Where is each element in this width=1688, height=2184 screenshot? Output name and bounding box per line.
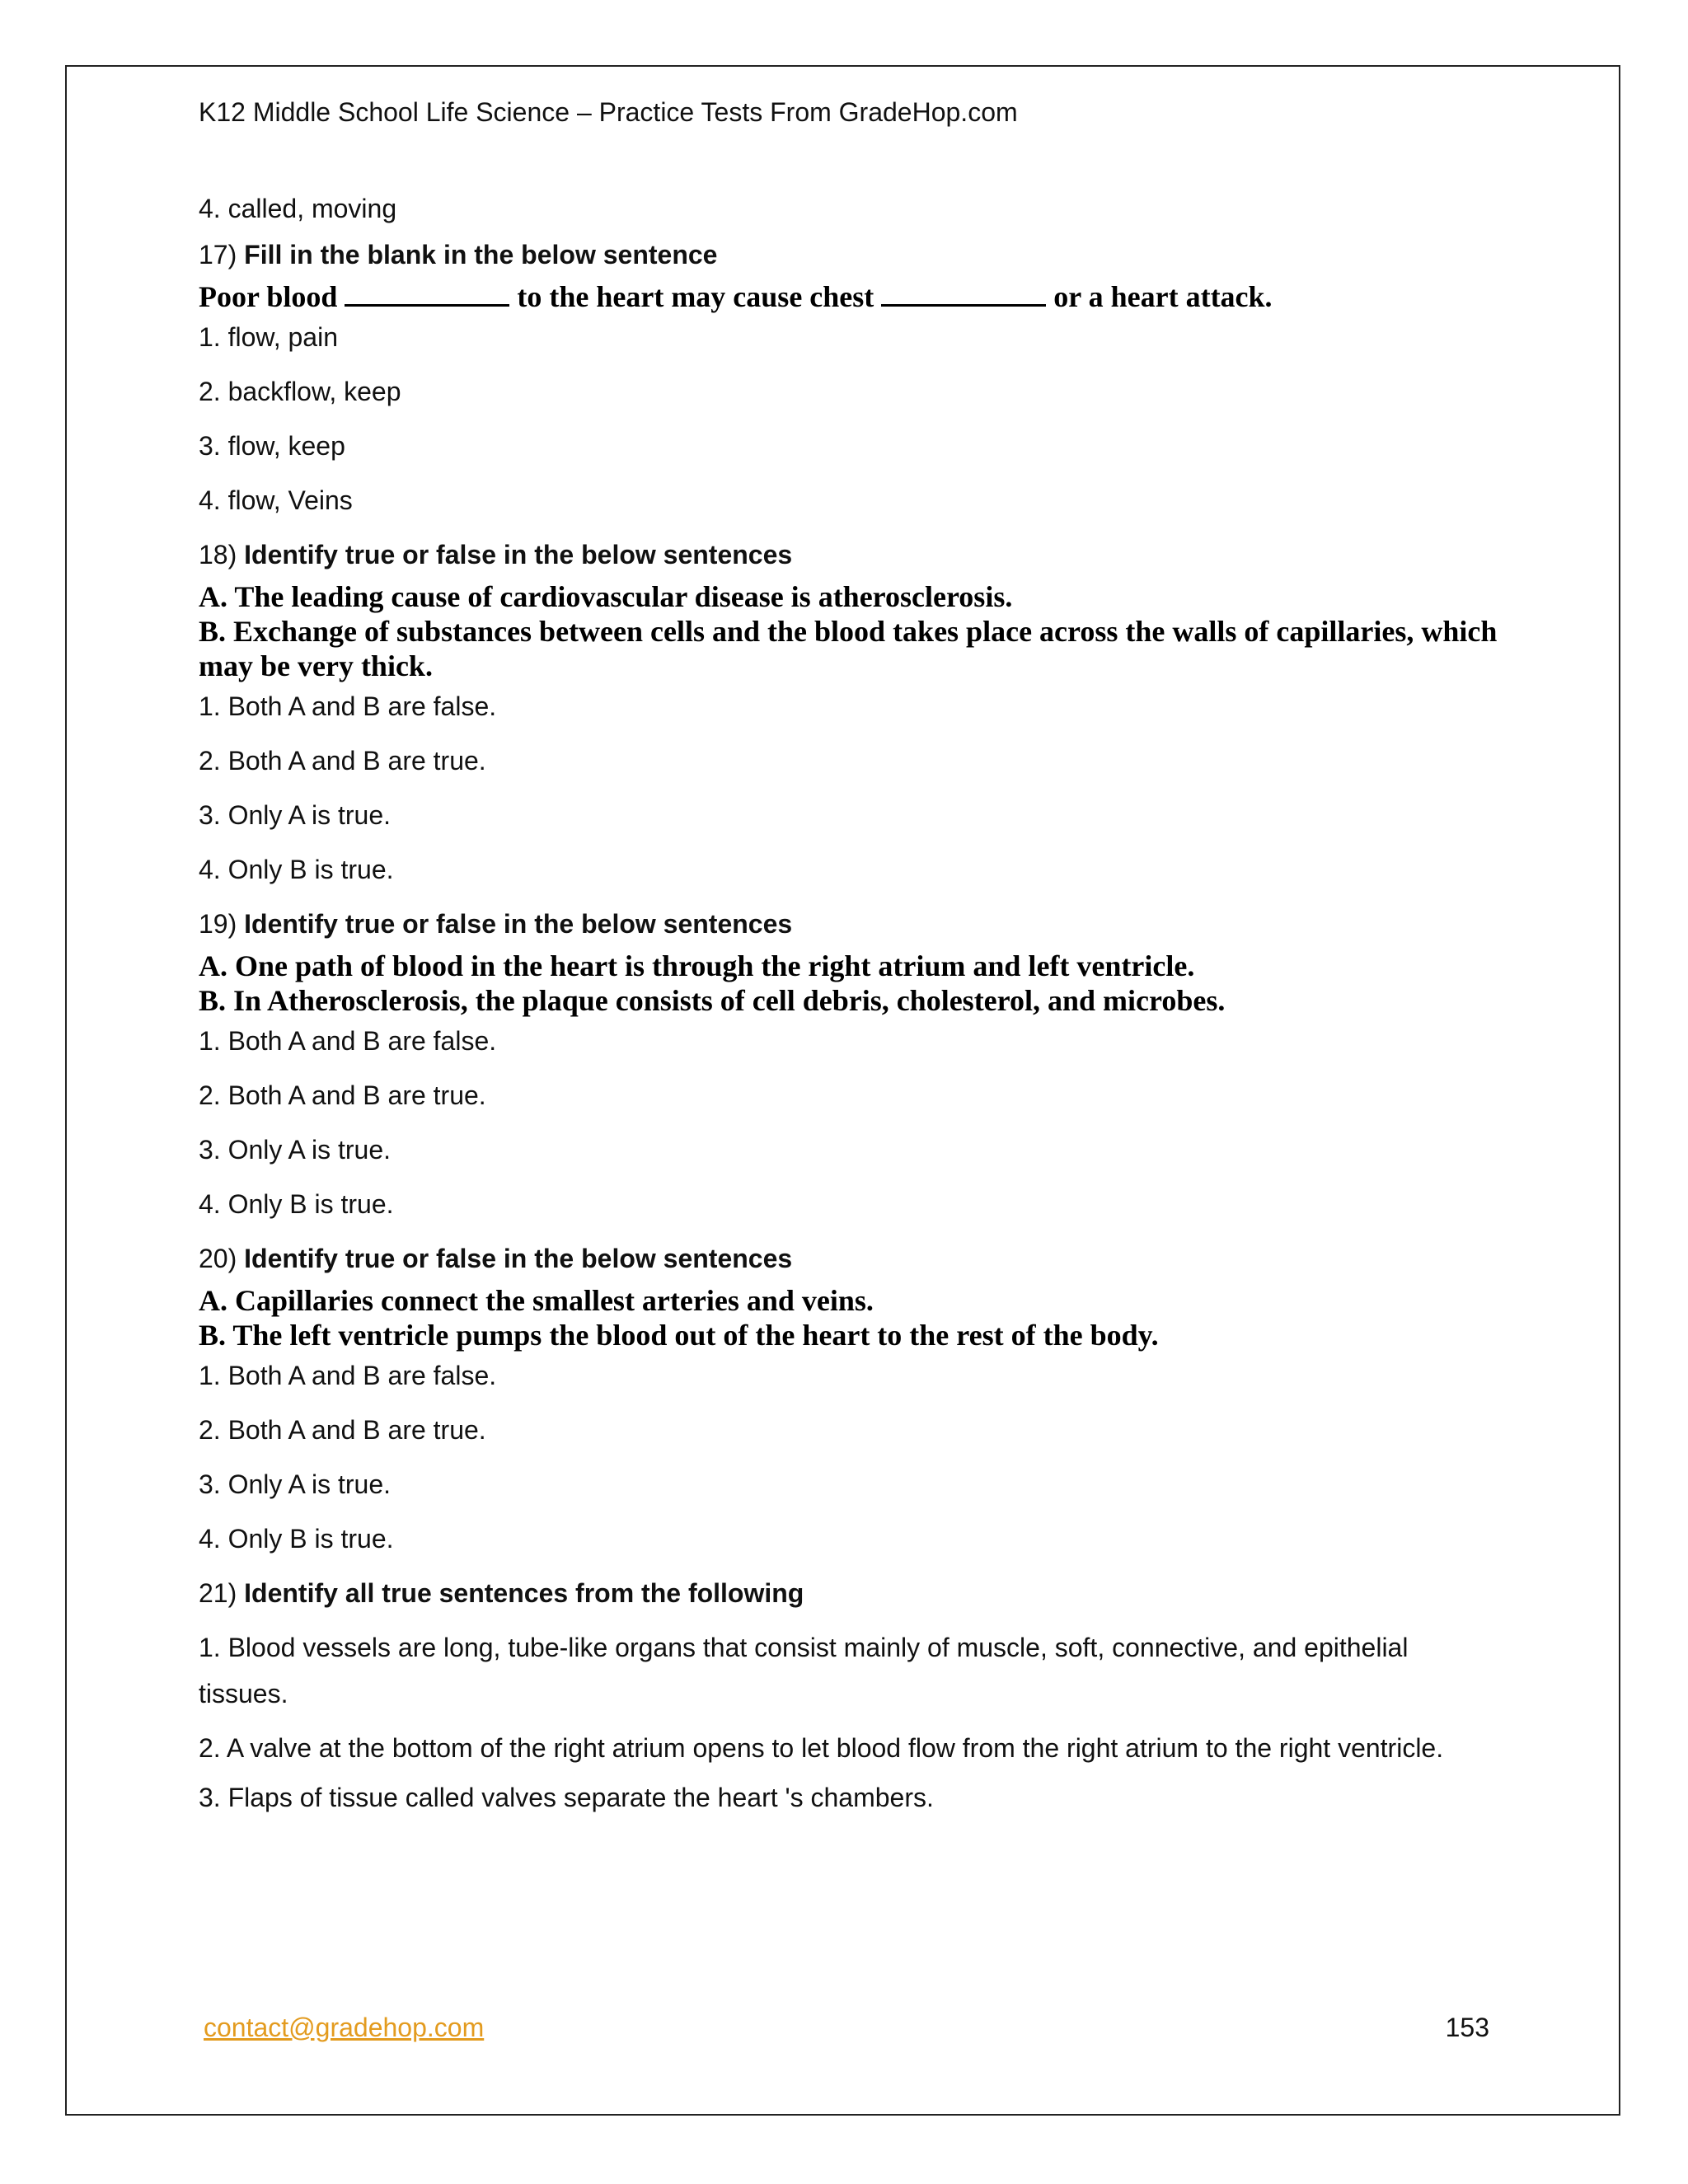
page-footer (204, 2013, 1489, 2043)
question-number: 19) (199, 909, 237, 939)
sentence-part: or a heart attack. (1053, 280, 1273, 313)
option: 2. A valve at the bottom of the right atrium opens to let blood flow from the right atrium to the right ventricle. (199, 1733, 1444, 1763)
question-prompt: Identify true or false in the below sentences (244, 909, 793, 939)
page-content (199, 97, 1501, 1834)
page-header: K12 Middle School Life Science – Practice Tests From GradeHop.com (199, 97, 1018, 127)
question-prompt: Fill in the blank in the below sentence (244, 240, 718, 269)
option: 3. Flaps of tissue called valves separate the heart 's chambers. (199, 1783, 934, 1812)
option: 3. flow, keep (199, 431, 345, 461)
question-21 (199, 1575, 1501, 1611)
question-number: 20) (199, 1244, 237, 1273)
statement-a: A. Capillaries connect the smallest arteries and veins. (199, 1284, 874, 1317)
question-prompt: Identify all true sentences from the following (244, 1578, 804, 1608)
option: 4. Only B is true. (199, 1524, 394, 1554)
sentence-part: Poor blood (199, 280, 338, 313)
statement-b: B. Exchange of substances between cells and the blood takes place across the walls of capillaries, which may be very thick. (199, 615, 1498, 682)
fill-blank-sentence (199, 279, 1501, 314)
statement-a: A. The leading cause of cardiovascular disease is atherosclerosis. (199, 580, 1013, 613)
option: 2. Both A and B are true. (199, 746, 486, 776)
question-20 (199, 1240, 1501, 1277)
option: 2. backflow, keep (199, 377, 401, 406)
option: 1. Blood vessels are long, tube-like organs that consist mainly of muscle, soft, connective, and epithelial tissues. (199, 1633, 1409, 1708)
option: 1. Both A and B are false. (199, 1361, 497, 1390)
question-19 (199, 906, 1501, 942)
option: 1. flow, pain (199, 322, 338, 352)
option: 3. Only A is true. (199, 800, 391, 830)
blank-line (345, 279, 509, 307)
statement-b: B. In Atherosclerosis, the plaque consists of cell debris, cholesterol, and microbes. (199, 984, 1226, 1017)
question-18 (199, 537, 1501, 573)
page-number: 153 (1445, 2013, 1489, 2042)
option: 4. Only B is true. (199, 1189, 394, 1219)
option: 4. Only B is true. (199, 855, 394, 884)
option: 3. Only A is true. (199, 1135, 391, 1165)
statement-b: B. The left ventricle pumps the blood out of the heart to the rest of the body. (199, 1319, 1159, 1352)
question-number: 18) (199, 540, 237, 569)
option: 4. flow, Veins (199, 485, 353, 515)
blank-line (881, 279, 1046, 307)
question-prompt: Identify true or false in the below sentences (244, 1244, 793, 1273)
question-17 (199, 237, 1501, 273)
question-prompt: Identify true or false in the below sentences (244, 540, 793, 569)
option: 1. Both A and B are false. (199, 1026, 497, 1056)
option: 1. Both A and B are false. (199, 691, 497, 721)
question-number: 17) (199, 240, 237, 269)
question-number: 21) (199, 1578, 237, 1608)
option: 2. Both A and B are true. (199, 1415, 486, 1445)
statement-a: A. One path of blood in the heart is through the right atrium and left ventricle. (199, 949, 1195, 982)
option: 2. Both A and B are true. (199, 1080, 486, 1110)
leading-option: 4. called, moving (199, 194, 397, 223)
contact-email-link[interactable]: contact@gradehop.com (204, 2013, 485, 2042)
option: 3. Only A is true. (199, 1469, 391, 1499)
sentence-part: to the heart may cause chest (517, 280, 874, 313)
